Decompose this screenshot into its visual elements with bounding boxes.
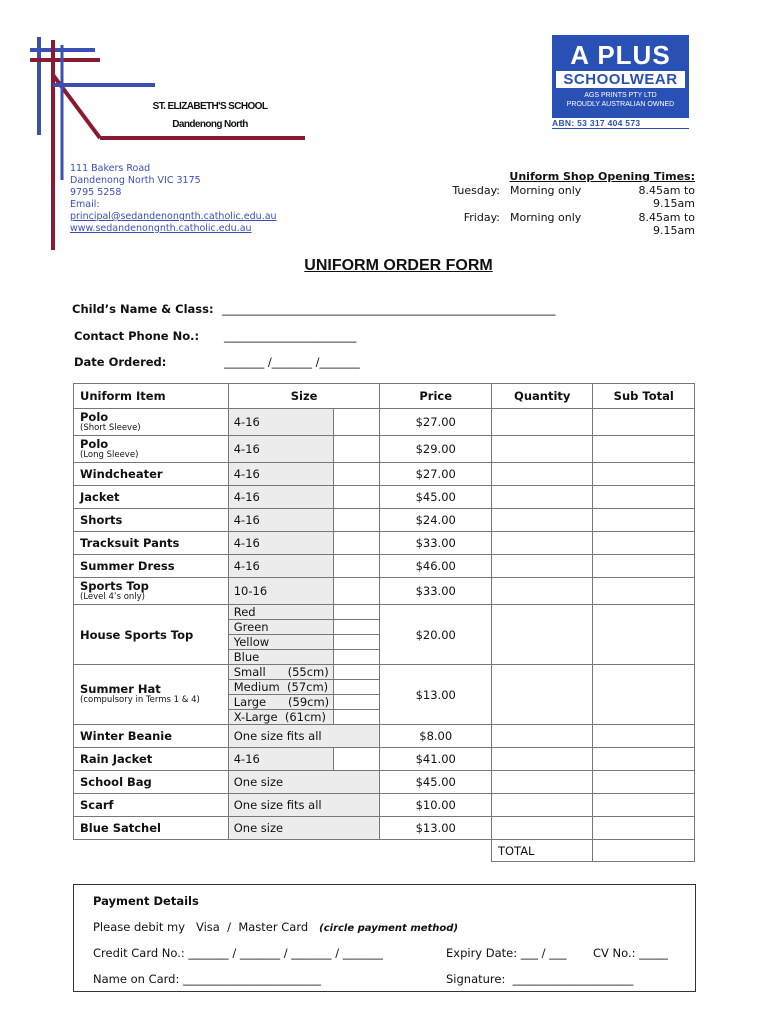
quantity-cell[interactable] [491,817,592,840]
item-name: Scarf [74,794,229,817]
supplier-name-bottom: SCHOOLWEAR [556,71,685,88]
item-name: Polo (Long Sleeve) [74,436,229,463]
header-uniform-item: Uniform Item [74,384,229,409]
item-name: Blue Satchel [74,817,229,840]
subtotal-cell[interactable] [593,436,695,463]
supplier-abn: ABN: 53 317 404 573 [552,118,641,128]
name-on-card-field[interactable]: Name on Card: ________________________ [93,972,321,986]
item-name: Tracksuit Pants [74,532,229,555]
quantity-cell[interactable] [491,463,592,486]
form-title: UNIFORM ORDER FORM [304,257,493,274]
table-row [74,794,695,817]
opening-day: Friday: [463,210,500,224]
expiry-date-field[interactable]: Expiry Date: ___ / ___ [446,946,567,960]
item-name: Sports Top (Level 4’s only) [74,578,229,605]
size-choice-cell[interactable] [334,605,380,620]
item-size: One size fits all [228,794,380,817]
quantity-cell[interactable] [491,532,592,555]
item-size: 4-16 [228,509,334,532]
child-name-field[interactable] [72,302,556,316]
item-price: $33.00 [380,532,492,555]
quantity-cell[interactable] [491,436,592,463]
debit-line[interactable] [93,920,458,934]
size-choice-cell[interactable] [334,409,380,436]
opening-time: 8.45am to 9.15am [638,183,695,210]
item-price: $27.00 [380,463,492,486]
size-choice-cell[interactable] [334,710,380,725]
table-row [74,578,695,605]
item-size: 4-16 [228,748,334,771]
header-price: Price [380,384,492,409]
subtotal-cell[interactable] [593,555,695,578]
subtotal-cell[interactable] [593,486,695,509]
subtotal-cell[interactable] [593,409,695,436]
item-price: $13.00 [380,817,492,840]
date-ordered-field[interactable] [74,355,360,369]
size-choice-cell[interactable] [334,578,380,605]
house-colour-option: Yellow [228,635,334,650]
website-link[interactable]: www.sedandenongnth.catholic.edu.au [70,223,252,234]
subtotal-cell[interactable] [593,725,695,748]
item-name: Summer Hat (compulsory in Terms 1 & 4) [74,665,229,725]
size-choice-cell[interactable] [334,650,380,665]
table-row [74,555,695,578]
item-price: $46.00 [380,555,492,578]
item-name: Summer Dress [74,555,229,578]
contact-phone-blank[interactable]: _______________________ [224,329,357,343]
address-line1: 111 Bakers Road [70,163,151,174]
table-row [74,748,695,771]
uniform-order-table [73,383,695,862]
subtotal-cell[interactable] [593,532,695,555]
payment-details-box [73,884,696,992]
abn-divider [552,128,689,129]
subtotal-cell[interactable] [593,605,695,665]
item-price: $10.00 [380,794,492,817]
item-price: $8.00 [380,725,492,748]
table-header-row [74,384,695,409]
size-choice-cell[interactable] [334,532,380,555]
item-price: $13.00 [380,665,492,725]
size-choice-cell[interactable] [334,555,380,578]
debit-text[interactable]: Please debit my Visa / Master Card [93,920,320,934]
contact-phone-field[interactable] [74,329,356,343]
subtotal-cell[interactable] [593,463,695,486]
size-choice-cell[interactable] [334,665,380,680]
hat-size-option: X-Large (61cm) [228,710,334,725]
house-colour-option: Red [228,605,334,620]
item-size: 4-16 [228,436,334,463]
quantity-cell[interactable] [491,725,592,748]
circle-method-note: (circle payment method) [319,923,459,934]
item-size: 4-16 [228,486,334,509]
item-size: 10-16 [228,578,334,605]
opening-times-heading: Uniform Shop Opening Times: [509,170,695,183]
quantity-cell[interactable] [491,509,592,532]
item-size: 4-16 [228,463,334,486]
subtotal-cell[interactable] [593,748,695,771]
email-label: Email: [70,199,100,210]
supplier-line2: PROUDLY AUSTRALIAN OWNED [566,101,675,108]
subtotal-cell[interactable] [593,578,695,605]
item-name: Jacket [74,486,229,509]
house-colour-option: Blue [228,650,334,665]
total-row [74,840,695,862]
item-price: $24.00 [380,509,492,532]
card-number-field[interactable]: Credit Card No.: _______ / _______ / _______ / _______ [93,946,383,960]
quantity-cell[interactable] [491,578,592,605]
quantity-cell[interactable] [491,555,592,578]
hat-size-option: Small (55cm) [228,665,334,680]
item-size: One size fits all [228,725,380,748]
phone-number: 9795 5258 [70,187,122,198]
school-name-line2: Dandenong North [172,119,248,130]
item-name: School Bag [74,771,229,794]
opening-time: 8.45am to 9.15am [638,210,695,237]
item-price: $33.00 [380,578,492,605]
opening-day: Tuesday: [452,183,500,197]
item-price: $20.00 [380,605,492,665]
table-row [74,409,695,436]
table-row [74,509,695,532]
header-quantity: Quantity [491,384,592,409]
item-name: Polo (Short Sleeve) [74,409,229,436]
item-price: $29.00 [380,436,492,463]
opening-times [440,170,695,238]
header-size: Size [228,384,380,409]
table-row [74,665,695,680]
item-size: One size [228,817,380,840]
item-price: $27.00 [380,409,492,436]
email-link[interactable]: principal@sedandenongnth.catholic.edu.au [70,211,277,222]
cv-number-field[interactable]: CV No.: _____ [593,946,668,960]
quantity-cell[interactable] [491,605,592,665]
hat-size-option: Medium (57cm) [228,680,334,695]
supplier-name-top: A PLUS [570,40,671,70]
school-contact-block [70,163,277,235]
opening-row [440,184,695,211]
item-price: $41.00 [380,748,492,771]
size-choice-cell[interactable] [334,509,380,532]
school-name-line1: ST. ELIZABETH'S SCHOOL [152,101,268,112]
table-row [74,436,695,463]
subtotal-cell[interactable] [593,817,695,840]
table-row [74,463,695,486]
opening-row [440,211,695,238]
size-choice-cell[interactable] [334,748,380,771]
subtotal-cell[interactable] [593,771,695,794]
item-price: $45.00 [380,486,492,509]
supplier-logo [552,35,689,118]
quantity-cell[interactable] [491,771,592,794]
item-name: Windcheater [74,463,229,486]
table-row [74,532,695,555]
signature-field[interactable]: Signature: _____________________ [446,972,634,986]
item-size: 4-16 [228,532,334,555]
house-colour-option: Green [228,620,334,635]
size-choice-cell[interactable] [334,695,380,710]
hat-size-option: Large (59cm) [228,695,334,710]
total-label: TOTAL [491,840,592,862]
subtotal-cell[interactable] [593,509,695,532]
item-name: Shorts [74,509,229,532]
opening-session: Morning only [510,210,582,224]
item-size: 4-16 [228,409,334,436]
quantity-cell[interactable] [491,409,592,436]
header-subtotal: Sub Total [593,384,695,409]
size-choice-cell[interactable] [334,635,380,650]
table-row [74,817,695,840]
item-size: One size [228,771,380,794]
table-row [74,605,695,620]
address-line2: Dandenong North VIC 3175 [70,175,201,186]
quantity-cell[interactable] [491,665,592,725]
supplier-line1: AGS PRINTS PTY LTD [584,92,657,99]
payment-heading: Payment Details [93,894,199,908]
opening-session: Morning only [510,183,582,197]
date-ordered-label: Date Ordered: [74,355,167,369]
item-name: Rain Jacket [74,748,229,771]
size-choice-cell[interactable] [334,486,380,509]
contact-phone-label: Contact Phone No.: [74,329,200,343]
quantity-cell[interactable] [491,794,592,817]
total-value-cell[interactable] [593,840,695,862]
school-name [150,98,270,134]
size-choice-cell[interactable] [334,436,380,463]
item-size: 4-16 [228,555,334,578]
child-name-label: Child’s Name & Class: [72,302,214,316]
table-row [74,771,695,794]
item-price: $45.00 [380,771,492,794]
subtotal-cell[interactable] [593,794,695,817]
size-choice-cell[interactable] [334,620,380,635]
table-row [74,486,695,509]
quantity-cell[interactable] [491,748,592,771]
quantity-cell[interactable] [491,486,592,509]
date-ordered-blank[interactable]: _______ /_______ /_______ [224,355,360,369]
size-choice-cell[interactable] [334,463,380,486]
item-name: House Sports Top [74,605,229,665]
total-spacer [74,840,492,862]
item-name: Winter Beanie [74,725,229,748]
table-row [74,725,695,748]
subtotal-cell[interactable] [593,665,695,725]
child-name-blank[interactable]: __________________________________________________________ [222,302,556,316]
size-choice-cell[interactable] [334,680,380,695]
